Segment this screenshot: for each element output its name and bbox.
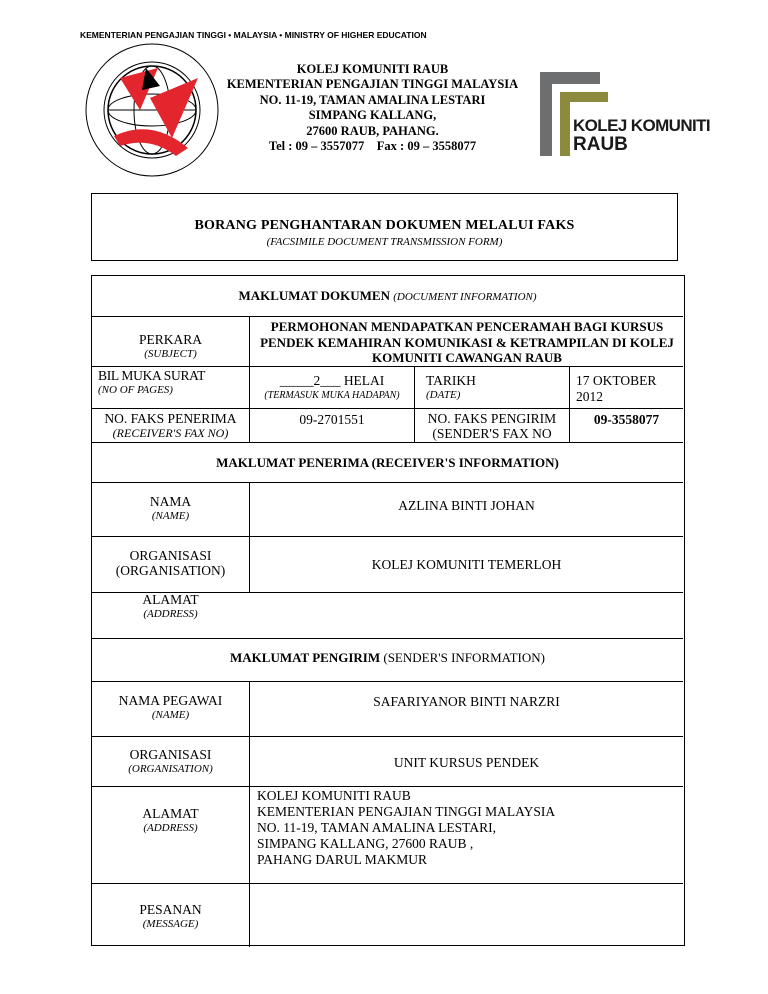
receiver-name-label: NAMA — [149, 494, 192, 509]
send-fax-label-en: (SENDER'S FAX NO — [432, 426, 552, 441]
logo-text-line-2: RAUB — [573, 134, 628, 155]
receiver-org-label: ORGANISASI — [129, 548, 212, 563]
date-label-cell — [426, 373, 566, 403]
sender-addr-line-1: KOLEJ KOMUNITI RAUB — [257, 788, 411, 803]
sender-officer-label: NAMA PEGAWAI — [118, 693, 223, 708]
message-label: PESANAN — [139, 902, 202, 917]
sender-addr-label-en: (ADDRESS) — [143, 822, 198, 834]
sender-org-label-en: (ORGANISATION) — [128, 763, 213, 775]
date-value: 17 OKTOBER 2012 — [576, 373, 657, 404]
doc-info-heading: MAKLUMAT DOKUMEN (DOCUMENT INFORMATION) — [238, 288, 537, 303]
sender-addr-label-cell — [92, 806, 249, 836]
receiver-heading: MAKLUMAT PENERIMA (RECEIVER'S INFORMATION) — [216, 455, 559, 470]
pages-value-cell — [250, 373, 414, 403]
subject-value: PERMOHONAN MENDAPATKAN PENCERAMAH BAGI KURSUS PENDEK KEMAHIRAN KOMUNIKASI & KETRAMPILAN DI KOLEJ KOMUNITI CAWANGAN RAUB — [260, 319, 674, 365]
receiver-org-label-en: (ORGANISATION) — [115, 563, 226, 578]
receiver-name-label-en: (NAME) — [151, 510, 190, 522]
sender-addr-line-5: PAHANG DARUL MAKMUR — [257, 852, 428, 867]
recv-fax-label: NO. FAKS PENERIMA — [104, 411, 237, 426]
sender-officer-value: SAFARIYANOR BINTI NARZRI — [373, 694, 560, 709]
header-line-1: KOLEJ KOMUNITI RAUB — [296, 62, 449, 76]
message-label-cell — [92, 902, 249, 932]
date-label-en: (DATE) — [426, 389, 461, 401]
sender-addr-line-4: SIMPANG KALLANG, 27600 RAUB , — [257, 836, 474, 851]
sender-org-label-cell — [92, 747, 249, 777]
recv-fax-value: 09-2701551 — [299, 412, 365, 427]
date-label: TARIKH — [426, 373, 476, 388]
logo-ring-text: KEMENTERIAN PENGAJIAN TINGGI • MALAYSIA • MINISTRY OF HIGHER EDUCATION — [80, 30, 427, 40]
receiver-addr-label: ALAMAT — [142, 592, 199, 607]
sender-addr-value — [257, 788, 677, 868]
receiver-org-label-cell — [92, 548, 249, 578]
recv-fax-label-cell — [92, 411, 249, 441]
fax-form-table — [91, 275, 685, 946]
receiver-addr-label-cell — [92, 592, 249, 622]
header-line-6: Tel : 09 – 3557077 Fax : 09 – 3558077 — [268, 139, 477, 154]
recv-fax-label-en: (RECEIVER'S FAX NO) — [112, 426, 229, 440]
subject-label-cell — [92, 332, 249, 362]
sender-officer-label-en: (NAME) — [151, 709, 190, 721]
subject-label-en: (SUBJECT) — [144, 348, 197, 360]
pages-value: _____2___ HELAI — [279, 373, 385, 388]
sender-addr-label: ALAMAT — [142, 806, 199, 821]
subject-label: PERKARA — [138, 332, 202, 347]
sender-heading: MAKLUMAT PENGIRIM (SENDER'S INFORMATION) — [230, 650, 545, 665]
sender-officer-label-cell — [92, 693, 249, 723]
receiver-org-value: KOLEJ KOMUNITI TEMERLOH — [371, 557, 562, 572]
header-line-2: KEMENTERIAN PENGAJIAN TINGGI MALAYSIA — [226, 77, 519, 92]
send-fax-value: 09-3558077 — [593, 412, 660, 427]
pages-label-en: (NO OF PAGES) — [98, 384, 173, 396]
sender-addr-line-2: KEMENTERIAN PENGAJIAN TINGGI MALAYSIA — [257, 804, 556, 819]
send-fax-label-cell — [415, 411, 569, 441]
pages-label-cell — [98, 368, 248, 398]
pages-label: BIL MUKA SURAT — [98, 368, 206, 383]
sender-addr-line-3: NO. 11-19, TAMAN AMALINA LESTARI, — [257, 820, 496, 835]
logo-text-line-1: KOLEJ KOMUNITI — [573, 116, 711, 135]
receiver-addr-label-en: (ADDRESS) — [143, 608, 198, 620]
header-line-4: SIMPANG KALLANG, — [308, 108, 437, 123]
receiver-name-label-cell — [92, 494, 249, 524]
form-title-box — [91, 193, 678, 261]
message-label-en: (MESSAGE) — [142, 918, 199, 930]
receiver-name-value: AZLINA BINTI JOHAN — [398, 498, 535, 513]
send-fax-label: NO. FAKS PENGIRIM — [427, 411, 557, 426]
header-line-5: 27600 RAUB, PAHANG. — [306, 123, 439, 138]
institution-header — [200, 62, 545, 154]
header-line-3: NO. 11-19, TAMAN AMALINA LESTARI — [259, 92, 486, 107]
sender-org-label: ORGANISASI — [129, 747, 212, 762]
sender-org-value: UNIT KURSUS PENDEK — [393, 755, 540, 770]
form-title: BORANG PENGHANTARAN DOKUMEN MELALUI FAKS — [194, 218, 575, 233]
pages-note: (TERMASUK MUKA HADAPAN) — [264, 390, 400, 401]
form-subtitle: (FACSIMILE DOCUMENT TRANSMISSION FORM) — [266, 236, 503, 248]
